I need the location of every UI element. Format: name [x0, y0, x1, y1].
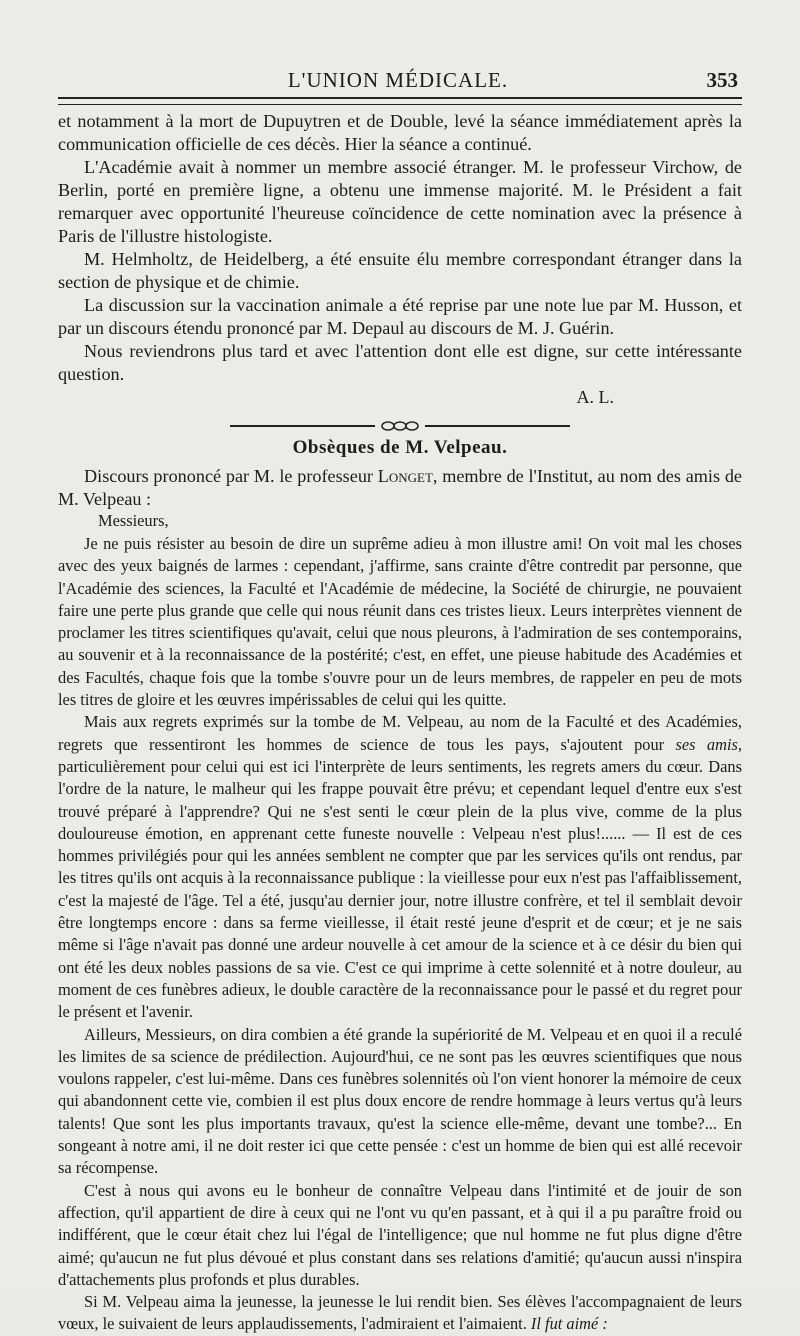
- speech-paragraph: Ailleurs, Messieurs, on dira combien a été grande la supériorité de M. Velpeau et en quoi il a reculé les limites de sa science de prédilection. Aujourd'hui, ce ne sont pas les œuvres scientifiques que nous voulons rappeler, c'est lui-même. Dans ces funèbres solennités où l'on vient honorer la mémoire de ceux qui abandonnent cette vie, combien il est plus doux encore de rendre hommage à leurs vertus qu'à leurs talents! Que sont les plus importants travaux, qu'est la science elle-même, devant une tombe?... En songeant à notre ami, il ne doit rester ici que cette pensée : c'est un homme de bien qui est allé recevoir sa récompense.: [58, 1024, 742, 1178]
- article-paragraph: M. Helmholtz, de Heidelberg, a été ensuite élu membre correspondant étranger dans la section de physique et de chimie.: [58, 249, 742, 292]
- ornament-divider-graphic: [230, 421, 570, 431]
- article-paragraph-text: Nous reviendrons plus tard et avec l'attention dont elle est digne, sur cette intéressante question.: [58, 341, 742, 384]
- section-title: Obsèques de M. Velpeau.: [292, 437, 508, 458]
- speech-paragraph-text: Si M. Velpeau aima la jeunesse, la jeunesse le lui rendit bien. Ses élèves l'accompagnaient de leurs vœux, le suivaient de leurs applaudissements, l'admiraient et l'aimaient.: [58, 1292, 742, 1334]
- signature: A. L.: [576, 387, 614, 407]
- speech-paragraph-text: , particulièrement pour celui qui est ici l'interprète de leurs sentiments, les regrets amers du cœur. Dans l'ordre de la nature, le malheur qui les frappe pouvait être prévu; et cependant lequel d'entre eux s'est trouvé préparé à l'apprendre? Qui ne s'est senti le cœur plein de la plus vive, comme de la plus douloureuse émotion, en apprenant cette funeste nouvelle : Velpeau n'est plus!...... — Il est de ces hommes privilégiés pour qui les années semblent ne compter que par les services qu'ils ont rendus, par les titres qu'ils ont acquis à la reconnaissance publique : la vieillesse pour eux n'est pas l'affaiblissement, c'est la majesté de l'âge. Tel a été, jusqu'au dernier jour, notre illustre confrère, et tel il semblait devoir être longtemps encore : dans sa ferme vieillesse, il était resté jeune d'esprit et de cœur; et je ne sais même si l'âge n'avait pas donné une ardeur nouvelle à cet amour de la science et à ce désir du bien qui ont été les deux nobles passions de sa vie. C'est ce qui imprime à cette solennité et à notre douleur, au moment de ces funèbres adieux, le double caractère de la reconnaissance pour le passé et du regret pour le présent et l'avenir.: [58, 734, 742, 1022]
- emphasis-text: ses amis: [675, 734, 738, 754]
- speaker-name: Longet: [377, 466, 433, 486]
- speech-paragraph: [58, 711, 742, 1023]
- speech-paragraph-text: Mais aux regrets exprimés sur la tombe de M. Velpeau, au nom de la Faculté et des Académies, regrets que ressentiront les hommes de science de tous les pays, s'ajoutent pour: [58, 712, 742, 754]
- ornament-divider: [230, 421, 570, 431]
- speech-intro-after: , membre de l'Institut, au nom des amis de M. Velpeau :: [58, 466, 742, 509]
- emphasis-text: Il fut aimé :: [530, 1314, 608, 1334]
- speech-paragraph: [58, 1291, 742, 1336]
- page-header: [58, 62, 738, 96]
- speech-paragraph: C'est à nous qui avons eu le bonheur de connaître Velpeau dans l'intimité et de jouir de son affection, qu'il appartient de dire à ceux qui ne l'ont vu qu'en passant, et à qui il a pu paraître froid ou indifférent, que le cœur était chez lui l'égal de l'intelligence; que nul homme ne fut plus digne d'être aimé; qu'aucun ne fut plus dévoué et plus constant dans ses relations d'amitié; qu'aucun aussi n'inspira d'attachements plus profonds et plus durables.: [58, 1180, 742, 1289]
- running-title: L'UNION MÉDICALE.: [287, 68, 509, 92]
- article-paragraph: [58, 340, 742, 386]
- speech-intro-before: Discours prononcé par M. le professeur: [84, 466, 378, 486]
- page-body: [58, 110, 742, 1336]
- article-paragraph: La discussion sur la vaccination animale a été reprise par une note lue par M. Husson, et par un discours étendu prononcé par M. Depaul au discours de M. J. Guérin.: [58, 295, 742, 338]
- salutation: Messieurs,: [98, 511, 169, 530]
- speech-paragraph: Je ne puis résister au besoin de dire un suprême adieu à mon illustre ami! On voit mal les choses avec des yeux baignés de larmes : cependant, j'affirme, sans crainte d'être contredit par personne, que l'Académie des sciences, la Faculté et l'Académie de médecine, la Société de chirurgie, ne pouvaient faire une perte plus grande que celle qui nous réunit dans ces tristes lieux. Leurs interprètes viennent de proclamer les titres scientifiques qu'avait, celui que nous pleurons, à l'admiration de ses contemporains, au souvenir et à la reconnaissance de la postérité; c'est, en effet, une pieuse habitude des Académies et des Facultés, chaque fois que la tombe s'ouvre pour un de leurs membres, de rappeler en peu de mots les titres de gloire et les œuvres impérissables de celui qui les quitte.: [58, 534, 742, 710]
- speech-intro: [58, 465, 742, 511]
- article-paragraph: L'Académie avait à nommer un membre associé étranger. M. le professeur Virchow, de Berlin, porté en première ligne, a obtenu une immense majorité. M. le Président a fait remarquer avec opportunité l'heureuse coïncidence de cette nomination avec la présence à Paris de l'illustre histologiste.: [58, 157, 742, 246]
- page-number: 353: [706, 68, 738, 92]
- article-paragraph: et notamment à la mort de Dupuytren et de Double, levé la séance immédiatement après la communication officielle de ces décès. Hier la séance a continué.: [58, 111, 742, 154]
- header-rule: [58, 97, 742, 105]
